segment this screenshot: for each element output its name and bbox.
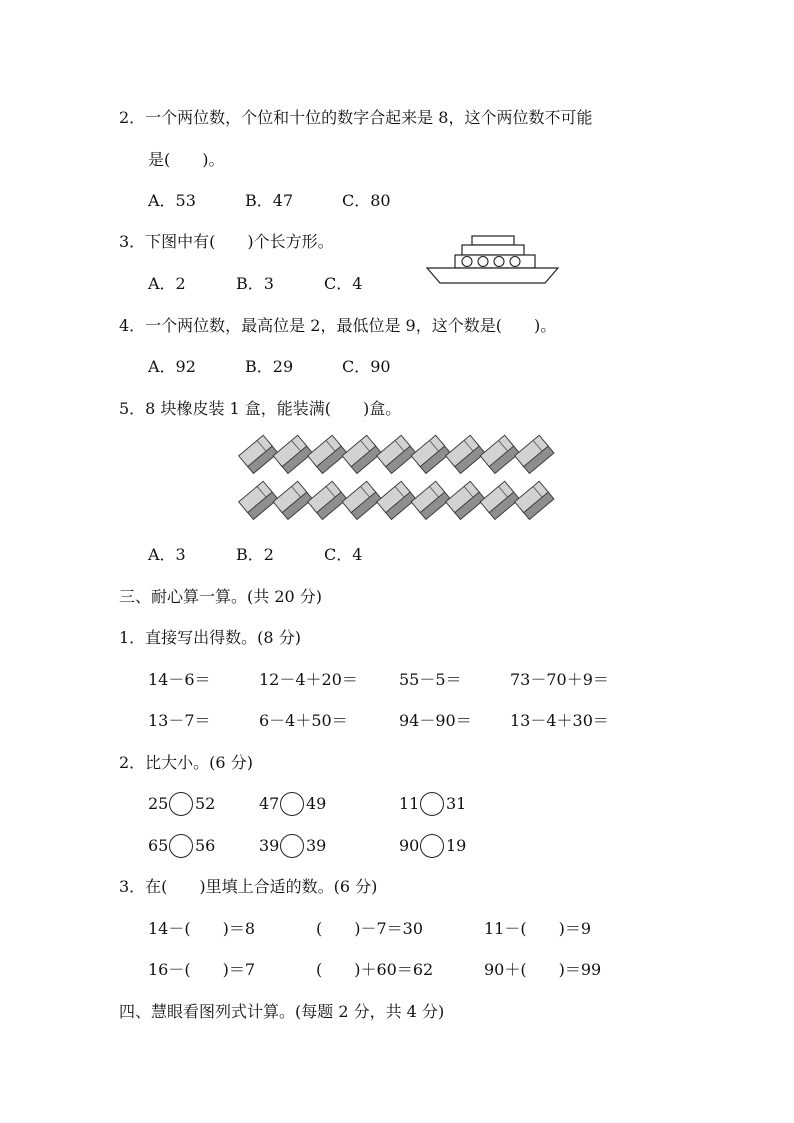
eraser-icon: [446, 435, 485, 473]
q3-stem: 3．下图中有( )个长方形。: [119, 232, 334, 251]
eraser-icon: [308, 481, 347, 519]
q2-option-c: C．80: [342, 191, 391, 210]
q4-option-c: C．90: [342, 357, 391, 376]
eraser-icon: [377, 481, 416, 519]
s3-p1-r1-c2: 12－4＋20＝: [259, 670, 358, 689]
compare-circle-blank[interactable]: [280, 834, 304, 858]
compare-left-number: 65: [148, 836, 169, 855]
q3-option-c: C．4: [324, 274, 363, 293]
eraser-icon: [480, 481, 519, 519]
s3-p1-r2-c1: 13－7＝: [148, 711, 211, 730]
q5-option-c: C．4: [324, 545, 363, 564]
eraser-icon: [308, 435, 347, 473]
compare-right-number: 19: [446, 836, 467, 855]
section3-title: 三、耐心算一算。(共 20 分): [119, 587, 323, 606]
eraser-icon: [446, 481, 485, 519]
eraser-icon: [342, 481, 381, 519]
erasers-figure: [238, 430, 563, 526]
q2-option-b: B．47: [245, 191, 294, 210]
q5-option-b: B．2: [236, 545, 274, 564]
q2-stem-line2: 是( )。: [148, 150, 225, 169]
q3-option-a: A．2: [148, 274, 186, 293]
ship-figure-icon: [425, 234, 560, 286]
s3-p3-r1-c2: ( )－7＝30: [316, 919, 424, 938]
s3-p2-title: 2．比大小。(6 分): [119, 753, 253, 772]
s3-p3-r2-c3: 90＋( )＝99: [484, 960, 602, 979]
s3-p3-title: 3．在( )里填上合适的数。(6 分): [119, 877, 378, 896]
s3-p1-r1-c3: 55－5＝: [399, 670, 462, 689]
q2-stem-line1: 2．一个两位数，个位和十位的数字合起来是 8，这个两位数不可能: [119, 108, 593, 127]
compare-left-number: 47: [259, 794, 280, 813]
q4-option-a: A．92: [148, 357, 196, 376]
compare-right-number: 56: [195, 836, 216, 855]
compare-left-number: 11: [399, 794, 420, 813]
eraser-icon: [480, 435, 519, 473]
s3-p1-title: 1．直接写出得数。(8 分): [119, 628, 301, 647]
eraser-icon: [273, 435, 312, 473]
eraser-icon: [515, 481, 554, 519]
s3-p1-r1-c1: 14－6＝: [148, 670, 211, 689]
s3-p1-r2-c4: 13－4＋30＝: [510, 711, 609, 730]
compare-left-number: 25: [148, 794, 169, 813]
section4-title: 四、慧眼看图列式计算。(每题 2 分，共 4 分): [119, 1002, 445, 1021]
s3-p1-r1-c4: 73－70＋9＝: [510, 670, 609, 689]
compare-left-number: 90: [399, 836, 420, 855]
s3-p3-r2-c2: ( )＋60＝62: [316, 960, 434, 979]
compare-right-number: 39: [306, 836, 327, 855]
compare-circle-blank[interactable]: [169, 834, 193, 858]
q4-option-b: B．29: [245, 357, 294, 376]
q2-option-a: A．53: [148, 191, 196, 210]
compare-circle-blank[interactable]: [420, 792, 444, 816]
compare-circle-blank[interactable]: [420, 834, 444, 858]
compare-right-number: 31: [446, 794, 467, 813]
eraser-icon: [239, 481, 278, 519]
eraser-icon: [411, 481, 450, 519]
s3-p1-r2-c2: 6－4＋50＝: [259, 711, 348, 730]
s3-p3-r1-c1: 14－( )＝8: [148, 919, 256, 938]
compare-circle-blank[interactable]: [169, 792, 193, 816]
s3-p1-r2-c3: 94－90＝: [399, 711, 472, 730]
q5-option-a: A．3: [148, 545, 186, 564]
s3-p3-r2-c1: 16－( )＝7: [148, 960, 256, 979]
compare-left-number: 39: [259, 836, 280, 855]
q5-stem: 5．8 块橡皮装 1 盒，能装满( )盒。: [119, 399, 402, 418]
eraser-icon: [377, 435, 416, 473]
q4-stem: 4．一个两位数，最高位是 2，最低位是 9，这个数是( )。: [119, 316, 557, 335]
eraser-icon: [342, 435, 381, 473]
eraser-icon: [239, 435, 278, 473]
compare-circle-blank[interactable]: [280, 792, 304, 816]
eraser-icon: [273, 481, 312, 519]
compare-right-number: 49: [306, 794, 327, 813]
eraser-icon: [411, 435, 450, 473]
s3-p3-r1-c3: 11－( )＝9: [484, 919, 592, 938]
q3-option-b: B．3: [236, 274, 274, 293]
compare-right-number: 52: [195, 794, 216, 813]
eraser-icon: [515, 435, 554, 473]
